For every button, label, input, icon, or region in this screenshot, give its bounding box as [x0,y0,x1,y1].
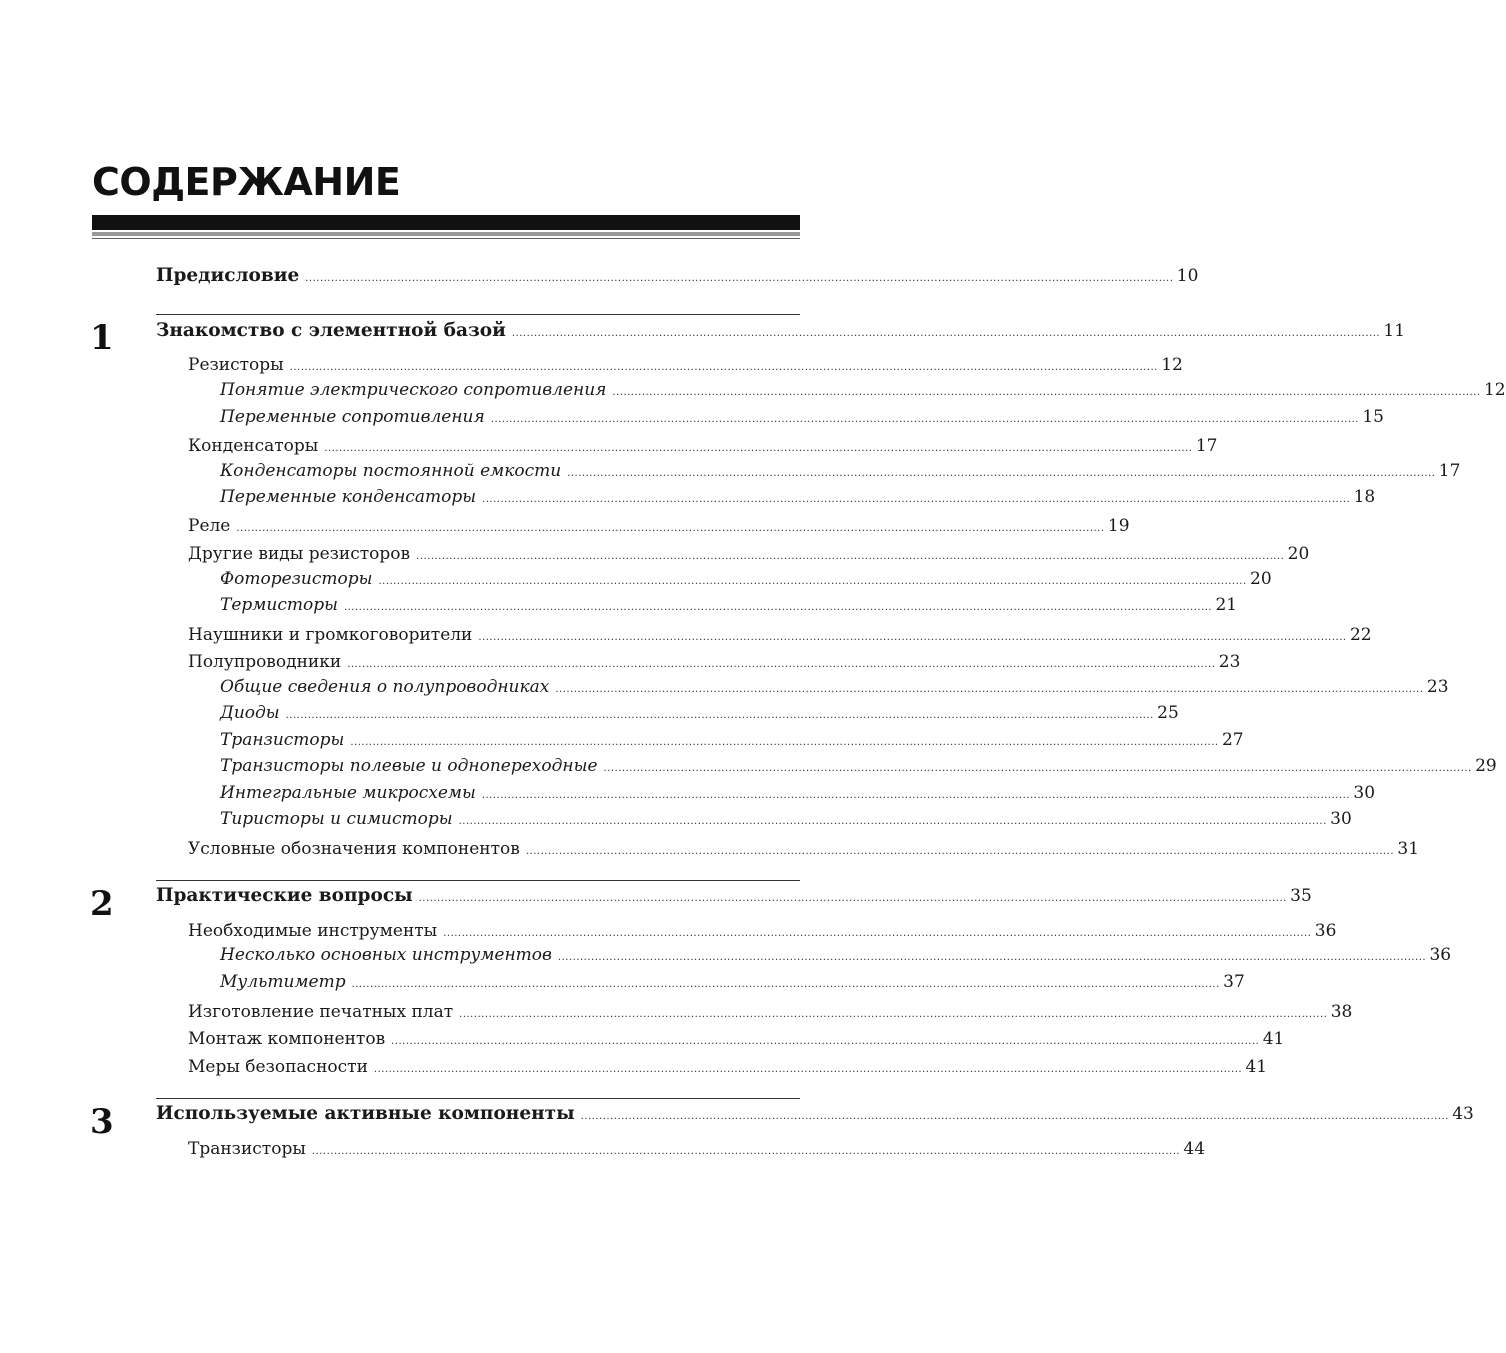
dot-leader: ............................................................................................................................................................................................................................................ [511,328,1381,339]
dot-leader: ............................................................................................................................................................................................................................................ [285,710,1154,721]
toc-entry[interactable] [220,595,1238,615]
toc-entry-page: 20 [1287,544,1310,564]
dot-leader: ............................................................................................................................................................................................................................................ [580,1111,1449,1122]
toc-entry-label: Переменные конденсаторы [220,487,477,507]
dot-leader: ............................................................................................................................................................................................................................................ [391,1036,1260,1047]
toc-entry-page: 44 [1183,1139,1206,1159]
toc-entry-label: Фоторезисторы [220,569,373,589]
toc-entry-page: 37 [1223,972,1245,992]
dot-leader: ............................................................................................................................................................................................................................................ [351,979,1220,990]
toc-entry-page: 17 [1195,436,1218,456]
dot-leader: ............................................................................................................................................................................................................................................ [490,414,1359,425]
toc-entry[interactable] [188,1139,1206,1159]
dot-leader: ............................................................................................................................................................................................................................................ [603,763,1472,774]
dot-leader: ............................................................................................................................................................................................................................................ [567,468,1436,479]
toc-entry-label: Тиристоры и симисторы [220,809,453,829]
chapter-number-3: 3 [90,1102,114,1142]
toc-entry-page: 31 [1397,839,1420,859]
toc-entry-page: 29 [1475,756,1497,776]
toc-entry-label: Реле [188,516,231,536]
title-bar-thick [92,215,800,230]
toc-entry[interactable] [220,380,1506,400]
chapter-rule-2 [156,880,800,881]
dot-leader: ............................................................................................................................................................................................................................................ [289,362,1158,373]
toc-entry[interactable] [188,436,1218,456]
toc-entry[interactable] [188,1029,1285,1049]
toc-entry-page: 35 [1290,886,1312,906]
dot-leader: ............................................................................................................................................................................................................................................ [458,816,1327,827]
toc-entry-page: 17 [1438,461,1461,481]
dot-leader: ............................................................................................................................................................................................................................................ [236,523,1105,534]
toc-chapter-title: Используемые активные компоненты [156,1103,575,1124]
toc-entry-label: Предисловие [156,265,300,286]
toc-entry-page: 20 [1250,569,1272,589]
toc-entry-label: Интегральные микросхемы [220,783,476,803]
toc-entry[interactable] [220,945,1452,965]
toc-entry-page: 30 [1353,783,1376,803]
toc-entry-page: 10 [1176,266,1199,286]
dot-leader: ............................................................................................................................................................................................................................................ [443,928,1312,939]
title-bar-thin [92,238,800,239]
toc-entry-page: 22 [1349,625,1372,645]
toc-entry-label: Меры безопасности [188,1057,368,1077]
toc-entry[interactable] [220,703,1179,723]
toc-entry[interactable] [188,544,1310,564]
toc-entry-page: 27 [1221,730,1244,750]
toc-entry-label: Необходимые инструменты [188,921,438,941]
chapter-number-1: 1 [90,318,114,358]
dot-leader: ............................................................................................................................................................................................................................................ [418,893,1287,904]
toc-entry[interactable] [220,972,1245,992]
toc-entry-label: Резисторы [188,355,284,375]
toc-entry[interactable] [220,809,1352,829]
toc-entry-page: 23 [1218,652,1241,672]
toc-entry-label: Термисторы [220,595,338,615]
dot-leader: ............................................................................................................................................................................................................................................ [459,1009,1328,1020]
toc-entry[interactable] [220,487,1376,507]
toc-entry-page: 15 [1362,407,1384,427]
toc-entry-page: 25 [1157,703,1179,723]
toc-entry[interactable] [188,355,1183,375]
chapter-rule-1 [156,314,800,315]
toc-entry-label: Транзисторы [188,1139,306,1159]
chapter-number-2: 2 [90,884,114,924]
toc-entry[interactable] [188,625,1372,645]
toc-entry[interactable] [220,461,1461,481]
dot-leader: ............................................................................................................................................................................................................................................ [478,632,1347,643]
dot-leader: ............................................................................................................................................................................................................................................ [350,737,1219,748]
toc-entry-page: 43 [1452,1104,1474,1124]
toc-entry-label: Несколько основных инструментов [220,945,552,965]
toc-entry-page: 21 [1215,595,1238,615]
toc-entry-page: 38 [1330,1002,1353,1022]
toc-entry-label: Конденсаторы [188,436,319,456]
dot-leader: ............................................................................................................................................................................................................................................ [378,576,1247,587]
toc-entry[interactable] [188,1002,1353,1022]
toc-entry[interactable] [220,756,1497,776]
page-title: СОДЕРЖАНИЕ [92,160,401,204]
toc-entry-label: Наушники и громкоговорители [188,625,473,645]
toc-entry[interactable] [220,569,1272,589]
toc-entry-page: 18 [1353,487,1376,507]
toc-entry-page: 41 [1245,1057,1268,1077]
dot-leader: ............................................................................................................................................................................................................................................ [347,659,1216,670]
dot-leader: ............................................................................................................................................................................................................................................ [482,494,1351,505]
toc-entry[interactable] [188,839,1420,859]
toc-entry-preface[interactable] [156,265,1199,286]
toc-chapter-title: Практические вопросы [156,885,413,906]
toc-entry-label: Транзисторы полевые и однопереходные [220,756,598,776]
toc-entry-page: 11 [1383,321,1406,341]
dot-leader: ............................................................................................................................................................................................................................................ [555,684,1424,695]
toc-chapter-1[interactable] [156,320,1406,341]
toc-entry-label: Условные обозначения компонентов [188,839,520,859]
toc-entry-label: Общие сведения о полупроводниках [220,677,550,697]
dot-leader: ............................................................................................................................................................................................................................................ [612,387,1481,398]
toc-entry-label: Диоды [220,703,280,723]
dot-leader: ............................................................................................................................................................................................................................................ [557,952,1427,963]
toc-entry-page: 12 [1161,355,1183,375]
toc-entry-label: Мультиметр [220,972,346,992]
toc-entry[interactable] [188,652,1241,672]
toc-chapter-title: Знакомство с элементной базой [156,320,506,341]
toc-entry-page: 36 [1314,921,1337,941]
toc-entry-label: Монтаж компонентов [188,1029,386,1049]
dot-leader: ............................................................................................................................................................................................................................................ [324,443,1193,454]
toc-entry[interactable] [188,1057,1268,1077]
toc-entry-label: Переменные сопротивления [220,407,485,427]
toc-chapter-2[interactable] [156,885,1312,906]
dot-leader: ............................................................................................................................................................................................................................................ [525,846,1395,857]
toc-entry-label: Изготовление печатных плат [188,1002,454,1022]
dot-leader: ............................................................................................................................................................................................................................................ [416,551,1285,562]
toc-entry[interactable] [220,783,1376,803]
toc-entry-page: 23 [1426,677,1449,697]
toc-entry-page: 41 [1262,1029,1285,1049]
toc-entry-page: 12 [1483,380,1506,400]
toc-entry[interactable] [188,516,1130,536]
title-bar-grey [92,232,800,236]
dot-leader: ............................................................................................................................................................................................................................................ [481,790,1351,801]
dot-leader: ............................................................................................................................................................................................................................................ [305,273,1174,284]
toc-entry-label: Понятие электрического сопротивления [220,380,607,400]
dot-leader: ............................................................................................................................................................................................................................................ [373,1064,1243,1075]
toc-entry-label: Другие виды резисторов [188,544,411,564]
toc-entry[interactable] [220,677,1449,697]
toc-entry-label: Конденсаторы постоянной емкости [220,461,562,481]
toc-entry[interactable] [220,730,1244,750]
dot-leader: ............................................................................................................................................................................................................................................ [343,602,1213,613]
toc-entry-label: Транзисторы [220,730,345,750]
toc-entry-page: 36 [1429,945,1452,965]
toc-entry[interactable] [188,921,1337,941]
toc-chapter-3[interactable] [156,1103,1474,1124]
toc-entry[interactable] [220,407,1384,427]
toc-entry-page: 30 [1330,809,1352,829]
chapter-rule-3 [156,1098,800,1099]
dot-leader: ............................................................................................................................................................................................................................................ [311,1146,1181,1157]
toc-entry-page: 19 [1107,516,1130,536]
toc-entry-label: Полупроводники [188,652,342,672]
